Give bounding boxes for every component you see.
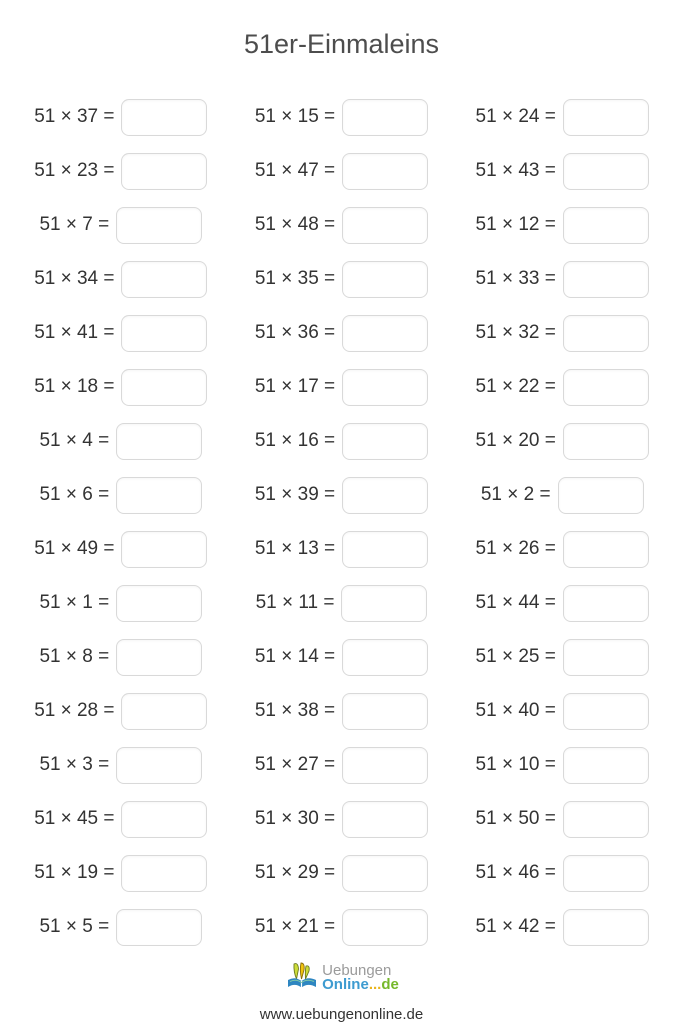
problem-row bbox=[231, 684, 452, 738]
problem-row bbox=[231, 900, 452, 954]
problem-label: 51 × 16 = bbox=[254, 430, 336, 451]
answer-input[interactable] bbox=[342, 315, 428, 352]
problem-label: 51 × 39 = bbox=[254, 484, 336, 505]
answer-input[interactable] bbox=[116, 639, 202, 676]
answer-input[interactable] bbox=[116, 207, 202, 244]
problem-label: 51 × 23 = bbox=[34, 160, 115, 181]
problem-label: 51 × 32 = bbox=[475, 322, 556, 343]
problem-row bbox=[11, 360, 232, 414]
problems-column-3 bbox=[452, 90, 673, 954]
problem-row bbox=[11, 792, 232, 846]
answer-input[interactable] bbox=[563, 99, 649, 136]
problem-label: 51 × 4 = bbox=[39, 430, 110, 451]
problem-label: 51 × 49 = bbox=[34, 538, 115, 559]
problem-row bbox=[452, 630, 673, 684]
problem-row bbox=[452, 90, 673, 144]
answer-input[interactable] bbox=[121, 261, 207, 298]
problem-row bbox=[231, 630, 452, 684]
answer-input[interactable] bbox=[563, 909, 649, 946]
problem-label: 51 × 1 = bbox=[39, 592, 110, 613]
problem-label: 51 × 48 = bbox=[254, 214, 336, 235]
problem-label: 51 × 28 = bbox=[34, 700, 115, 721]
problem-row bbox=[11, 468, 232, 522]
problem-row bbox=[452, 198, 673, 252]
site-logo bbox=[284, 960, 399, 996]
problem-row bbox=[452, 846, 673, 900]
problem-label: 51 × 8 = bbox=[39, 646, 110, 667]
problem-row bbox=[231, 360, 452, 414]
problem-row bbox=[231, 252, 452, 306]
problem-row bbox=[452, 900, 673, 954]
problem-label: 51 × 47 = bbox=[254, 160, 336, 181]
problems-column-2 bbox=[231, 90, 452, 954]
problem-label: 51 × 22 = bbox=[475, 376, 556, 397]
answer-input[interactable] bbox=[342, 639, 428, 676]
problem-label: 51 × 17 = bbox=[254, 376, 336, 397]
problem-label: 51 × 11 = bbox=[255, 592, 335, 613]
problem-label: 51 × 2 = bbox=[480, 484, 551, 505]
problem-label: 51 × 44 = bbox=[475, 592, 556, 613]
problem-label: 51 × 25 = bbox=[475, 646, 556, 667]
logo-online-text: Online bbox=[322, 976, 369, 993]
answer-input[interactable] bbox=[342, 207, 428, 244]
answer-input[interactable] bbox=[116, 747, 202, 784]
answer-input[interactable] bbox=[342, 747, 428, 784]
problem-label: 51 × 26 = bbox=[475, 538, 556, 559]
answer-input[interactable] bbox=[563, 153, 649, 190]
problem-label: 51 × 36 = bbox=[254, 322, 336, 343]
problem-row bbox=[452, 468, 673, 522]
problem-label: 51 × 50 = bbox=[475, 808, 556, 829]
answer-input[interactable] bbox=[558, 477, 644, 514]
answer-input[interactable] bbox=[342, 531, 428, 568]
problem-row bbox=[11, 684, 232, 738]
answer-input[interactable] bbox=[342, 801, 428, 838]
page-title: 51er-Einmaleins bbox=[243, 29, 440, 59]
problem-row bbox=[452, 576, 673, 630]
answer-input[interactable] bbox=[121, 99, 207, 136]
answer-input[interactable] bbox=[563, 747, 649, 784]
answer-input[interactable] bbox=[121, 369, 207, 406]
answer-input[interactable] bbox=[121, 531, 207, 568]
problem-row bbox=[231, 90, 452, 144]
answer-input[interactable] bbox=[121, 315, 207, 352]
problem-label: 51 × 40 = bbox=[475, 700, 556, 721]
answer-input[interactable] bbox=[563, 855, 649, 892]
answer-input[interactable] bbox=[342, 153, 428, 190]
answer-input[interactable] bbox=[563, 801, 649, 838]
answer-input[interactable] bbox=[563, 369, 649, 406]
logo-line2-online-de bbox=[322, 978, 399, 992]
problem-row bbox=[452, 360, 673, 414]
problem-row bbox=[452, 738, 673, 792]
problems-column-1 bbox=[11, 90, 232, 954]
answer-input[interactable] bbox=[563, 531, 649, 568]
problem-row bbox=[452, 522, 673, 576]
answer-input[interactable] bbox=[121, 693, 207, 730]
problem-row bbox=[11, 144, 232, 198]
site-url: www.uebungenonline.de bbox=[259, 1006, 424, 1023]
answer-input[interactable] bbox=[342, 369, 428, 406]
logo-de-text: de bbox=[381, 976, 399, 993]
problem-label: 51 × 29 = bbox=[254, 862, 336, 883]
problem-label: 51 × 14 = bbox=[254, 646, 336, 667]
problem-label: 51 × 42 = bbox=[475, 916, 556, 937]
problem-label: 51 × 41 = bbox=[34, 322, 115, 343]
answer-input[interactable] bbox=[341, 585, 427, 622]
problem-label: 51 × 12 = bbox=[475, 214, 556, 235]
problem-row bbox=[452, 144, 673, 198]
problem-label: 51 × 13 = bbox=[254, 538, 336, 559]
problem-row bbox=[11, 306, 232, 360]
answer-input[interactable] bbox=[116, 423, 202, 460]
problem-row bbox=[231, 198, 452, 252]
problems-grid bbox=[11, 90, 673, 954]
problem-row bbox=[231, 306, 452, 360]
problem-label: 51 × 27 = bbox=[254, 754, 336, 775]
problem-label: 51 × 43 = bbox=[475, 160, 556, 181]
footer bbox=[0, 960, 683, 1023]
problem-row bbox=[231, 522, 452, 576]
problem-row bbox=[231, 468, 452, 522]
problem-label: 51 × 46 = bbox=[475, 862, 556, 883]
answer-input[interactable] bbox=[563, 261, 649, 298]
answer-input[interactable] bbox=[563, 423, 649, 460]
answer-input[interactable] bbox=[116, 477, 202, 514]
answer-input[interactable] bbox=[121, 801, 207, 838]
answer-input[interactable] bbox=[563, 207, 649, 244]
problem-label: 51 × 45 = bbox=[34, 808, 115, 829]
problem-label: 51 × 19 = bbox=[34, 862, 115, 883]
logo-text bbox=[322, 964, 399, 992]
answer-input[interactable] bbox=[563, 693, 649, 730]
answer-input[interactable] bbox=[563, 585, 649, 622]
problem-label: 51 × 37 = bbox=[34, 106, 115, 127]
problem-row bbox=[11, 198, 232, 252]
problem-row bbox=[231, 414, 452, 468]
problem-label: 51 × 6 = bbox=[39, 484, 110, 505]
problem-row bbox=[231, 738, 452, 792]
problem-row bbox=[11, 522, 232, 576]
problem-row bbox=[11, 900, 232, 954]
answer-input[interactable] bbox=[116, 909, 202, 946]
problem-row bbox=[231, 792, 452, 846]
problem-row bbox=[452, 684, 673, 738]
answer-input[interactable] bbox=[342, 855, 428, 892]
answer-input[interactable] bbox=[342, 477, 428, 514]
problem-label: 51 × 7 = bbox=[39, 214, 110, 235]
problem-label: 51 × 21 = bbox=[254, 916, 336, 937]
problem-label: 51 × 24 = bbox=[475, 106, 556, 127]
answer-input[interactable] bbox=[563, 315, 649, 352]
answer-input[interactable] bbox=[116, 585, 202, 622]
answer-input[interactable] bbox=[121, 855, 207, 892]
problem-row bbox=[11, 630, 232, 684]
problem-row bbox=[11, 90, 232, 144]
answer-input[interactable] bbox=[121, 153, 207, 190]
problem-row bbox=[452, 792, 673, 846]
problem-label: 51 × 5 = bbox=[39, 916, 110, 937]
problem-label: 51 × 18 = bbox=[34, 376, 115, 397]
problem-label: 51 × 15 = bbox=[254, 106, 336, 127]
problem-label: 51 × 33 = bbox=[475, 268, 556, 289]
problem-label: 51 × 30 = bbox=[254, 808, 336, 829]
problem-label: 51 × 34 = bbox=[34, 268, 115, 289]
problem-label: 51 × 38 = bbox=[254, 700, 336, 721]
problem-row bbox=[11, 738, 232, 792]
problem-label: 51 × 10 = bbox=[475, 754, 556, 775]
problem-label: 51 × 20 = bbox=[475, 430, 556, 451]
answer-input[interactable] bbox=[342, 693, 428, 730]
problem-row bbox=[11, 414, 232, 468]
problem-row bbox=[452, 414, 673, 468]
problem-row bbox=[231, 144, 452, 198]
problem-label: 51 × 3 = bbox=[39, 754, 110, 775]
problem-row bbox=[452, 306, 673, 360]
answer-input[interactable] bbox=[563, 639, 649, 676]
problem-row bbox=[452, 252, 673, 306]
open-book-with-leaves-icon bbox=[284, 960, 320, 996]
answer-input[interactable] bbox=[342, 423, 428, 460]
problem-row bbox=[11, 252, 232, 306]
problem-row bbox=[231, 576, 452, 630]
problem-row bbox=[231, 846, 452, 900]
problem-label: 51 × 35 = bbox=[254, 268, 336, 289]
logo-dots-text: ... bbox=[368, 976, 382, 993]
answer-input[interactable] bbox=[342, 261, 428, 298]
problem-row bbox=[11, 846, 232, 900]
answer-input[interactable] bbox=[342, 909, 428, 946]
answer-input[interactable] bbox=[342, 99, 428, 136]
logo-line1-uebungen: Uebungen bbox=[322, 962, 392, 979]
problem-row bbox=[11, 576, 232, 630]
